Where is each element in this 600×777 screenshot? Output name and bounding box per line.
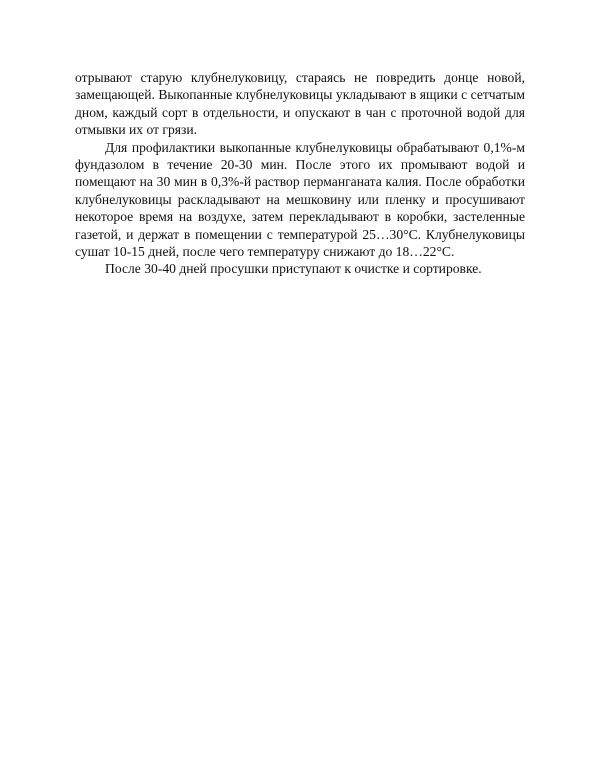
paragraph-cleaning: После 30-40 дней просушки приступают к очистке и сортировке. (105, 261, 482, 277)
body-text (75, 69, 525, 278)
paragraph-continuation: отрывают старую клубнелуковицу, стараясь не повредить донце новой, замещающей. Выкопанные клубнелуковицы укладывают в ящики с сетчатым дном, каждый сорт в отдельности, и опускают в чан с проточной водой для отмывки их от грязи. (75, 70, 525, 138)
paragraph-prophylaxis: Для профилактики выкопанные клубнелуковицы обрабатывают 0,1%-м фундазолом в течение 20-30 мин. После этого их промывают водой и помещают на 30 мин в 0,3%-й раствор перманганата калия. После обработки клубнелуковицы раскладывают на мешковину или пленку и просушивают некоторое время на воздухе, затем перекладывают в коробки, застеленные газетой, и держат в помещении с температурой 25…30°С. Клубнелуковицы сушат 10-15 дней, после чего температуру снижают до 18…22°С. (75, 139, 525, 260)
